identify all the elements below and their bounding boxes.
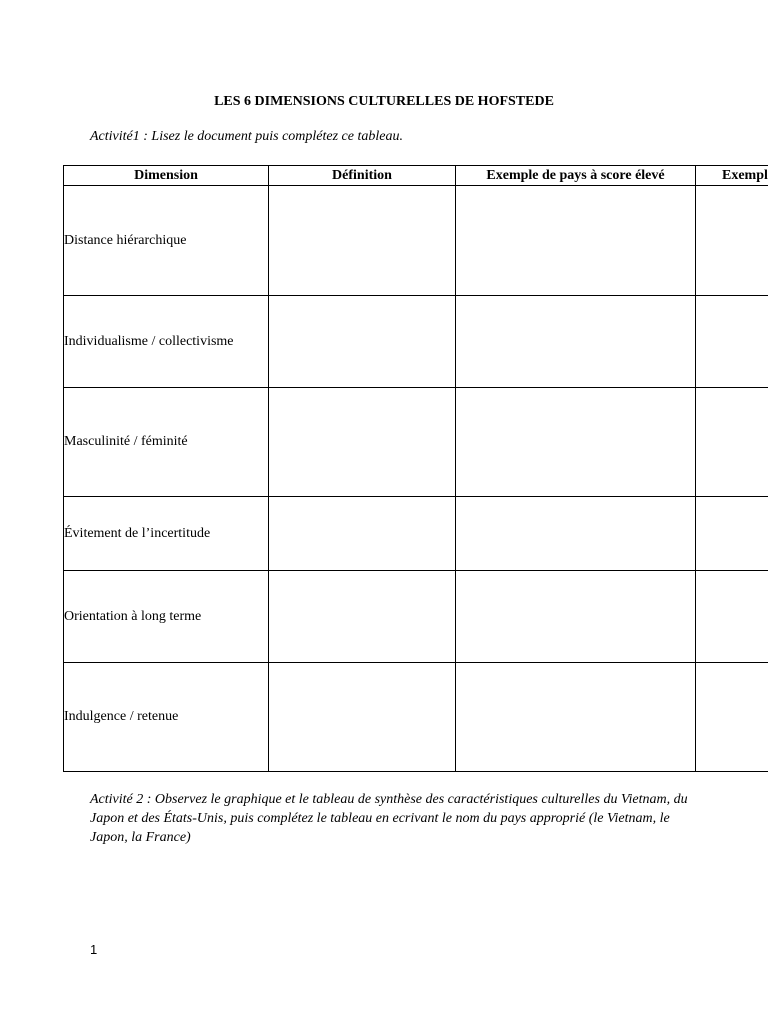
header-dimension: Dimension [64,166,269,186]
low-score-cell[interactable] [696,186,768,296]
table-row [64,663,768,772]
table-row [64,571,768,663]
low-score-cell[interactable] [696,296,768,388]
dimension-cell: Individualisme / collectivisme [64,296,269,388]
table-row [64,497,768,571]
header-definition: Définition [269,166,456,186]
definition-cell[interactable] [269,571,456,663]
table-row [64,186,768,296]
high-score-cell[interactable] [456,497,696,571]
high-score-cell[interactable] [456,296,696,388]
definition-cell[interactable] [269,497,456,571]
dimension-cell: Indulgence / retenue [64,663,269,772]
high-score-cell[interactable] [456,663,696,772]
activity2-instruction: Activité 2 : Observez le graphique et le tableau de synthèse des caractéristiques culturelles du Vietnam, du Japon et des États-Unis, puis complétez le tableau en ecrivant le nom du pays approprié (le Vietnam, le Japon, la France) [90,792,688,845]
table-header-row [64,166,768,186]
dimension-cell: Orientation à long terme [64,571,269,663]
table-row [64,388,768,497]
definition-cell[interactable] [269,663,456,772]
high-score-cell[interactable] [456,186,696,296]
low-score-cell[interactable] [696,571,768,663]
header-high-score-example: Exemple de pays à score élevé [456,166,696,186]
definition-cell[interactable] [269,296,456,388]
hofstede-table-container [63,165,768,773]
high-score-cell[interactable] [456,388,696,497]
document-title-text: LES 6 DIMENSIONS CULTURELLES DE HOFSTEDE [214,94,554,109]
definition-cell[interactable] [269,388,456,497]
high-score-cell[interactable] [456,571,696,663]
hofstede-dimensions-table [63,165,768,772]
header-low-score-example: Exempl [696,166,768,186]
activity1-instruction: Activité1 : Lisez le document puis complétez ce tableau. [90,129,403,144]
definition-cell[interactable] [269,186,456,296]
dimension-cell: Distance hiérarchique [64,186,269,296]
dimension-cell: Évitement de l’incertitude [64,497,269,571]
low-score-cell[interactable] [696,497,768,571]
low-score-cell[interactable] [696,663,768,772]
low-score-cell[interactable] [696,388,768,497]
table-row [64,296,768,388]
document-title [0,94,768,110]
dimension-cell: Masculinité / féminité [64,388,269,497]
page-number: 1 [90,942,98,957]
